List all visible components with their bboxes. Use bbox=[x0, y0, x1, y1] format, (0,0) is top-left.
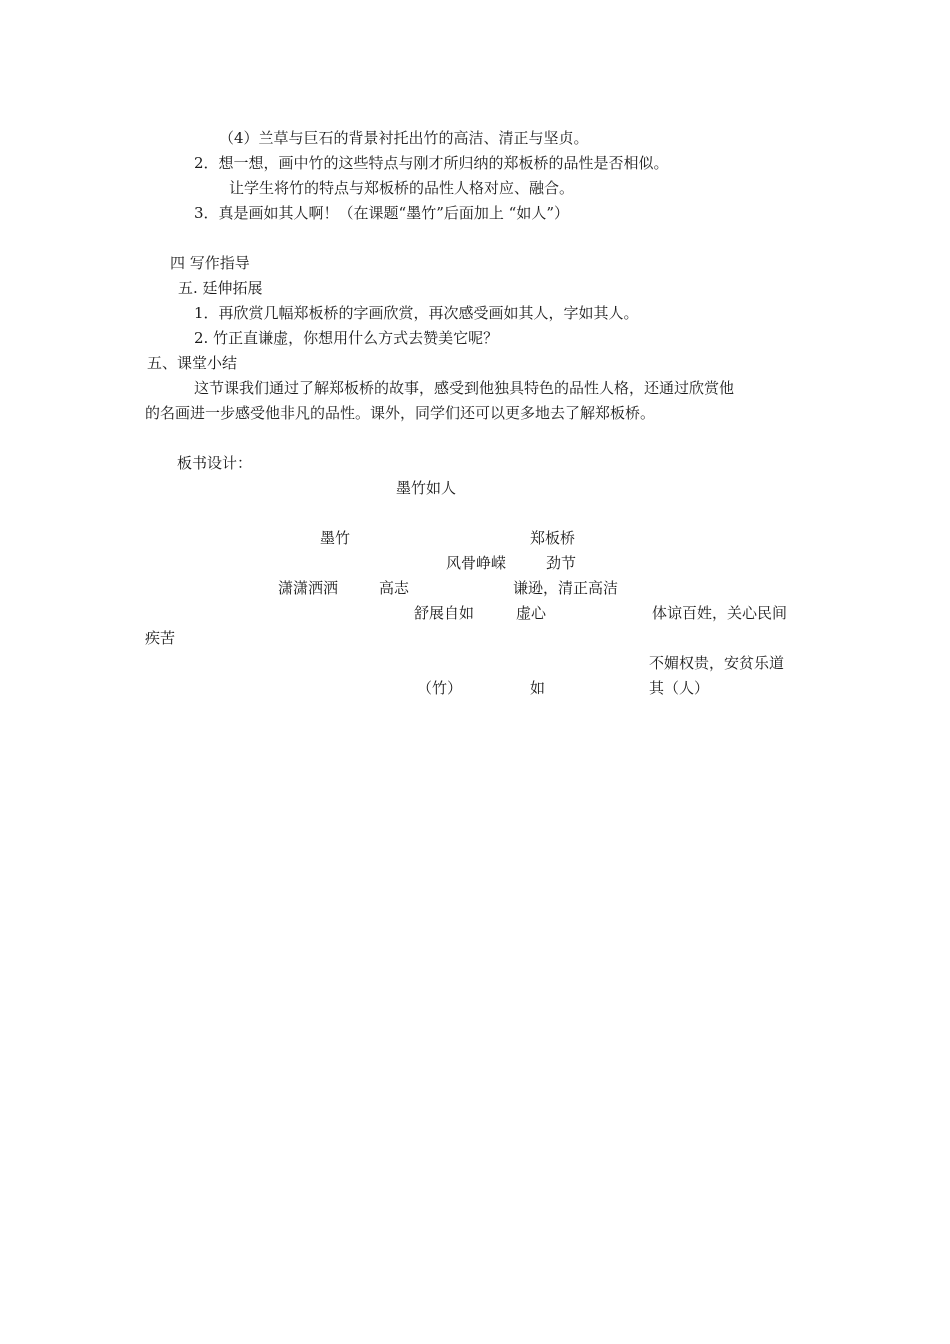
section-heading-summary: 五、课堂小结 bbox=[147, 354, 238, 372]
summary-paragraph-line2: 的名画进一步感受他非凡的品性。课外，同学们还可以更多地去了解郑板桥。 bbox=[145, 404, 656, 422]
board-trait-xiaosa: 潇潇洒洒 bbox=[278, 579, 339, 597]
board-trait-shuzhan: 舒展自如 bbox=[414, 604, 475, 622]
section-heading-extend: 五. 廷伸拓展 bbox=[178, 279, 263, 297]
board-trait-gaozhi: 高志 bbox=[379, 579, 410, 597]
board-right-head: 郑板桥 bbox=[530, 529, 576, 547]
list-item-3: 3．真是画如其人啊！（在课题“墨竹”后面加上 “如人”） bbox=[194, 204, 569, 222]
board-trait-fenggu: 风骨峥嵘 bbox=[446, 554, 507, 572]
board-bottom-qiren: 其（人） bbox=[649, 679, 710, 697]
board-bottom-ru: 如 bbox=[530, 679, 546, 697]
board-trait-tiliang: 体谅百姓，关心民间 bbox=[652, 604, 788, 622]
board-trait-tiliang-cont: 疾苦 bbox=[145, 629, 176, 647]
list-item-2: 2．想一想，画中竹的这些特点与刚才所归纳的郑板桥的品性是否相似。 bbox=[194, 154, 669, 172]
list-item-2-detail: 让学生将竹的特点与郑板桥的品性人格对应、融合。 bbox=[229, 179, 575, 197]
extend-item-1: 1．再欣赏几幅郑板桥的字画欣赏，再次感受画如其人，字如其人。 bbox=[194, 304, 639, 322]
board-left-head: 墨竹 bbox=[320, 529, 351, 547]
section-heading-writing: 四 写作指导 bbox=[170, 254, 250, 272]
extend-item-2: 2. 竹正直谦虚，你想用什么方式去赞美它呢？ bbox=[194, 329, 499, 347]
board-design-label: 板书设计： bbox=[177, 454, 253, 472]
board-trait-bumei: 不媚权贵，安贫乐道 bbox=[649, 654, 785, 672]
board-bottom-zhu: （竹） bbox=[417, 679, 463, 697]
list-item-4: （4）兰草与巨石的背景衬托出竹的高洁、清正与坚贞。 bbox=[219, 129, 589, 147]
board-trait-xuxin: 虚心 bbox=[516, 604, 547, 622]
board-title: 墨竹如人 bbox=[396, 479, 457, 497]
board-trait-jinjie: 劲节 bbox=[546, 554, 577, 572]
board-trait-qianxun: 谦逊，清正高洁 bbox=[513, 579, 619, 597]
summary-paragraph-line1: 这节课我们通过了解郑板桥的故事，感受到他独具特色的品性人格，还通过欣赏他 bbox=[194, 379, 735, 397]
